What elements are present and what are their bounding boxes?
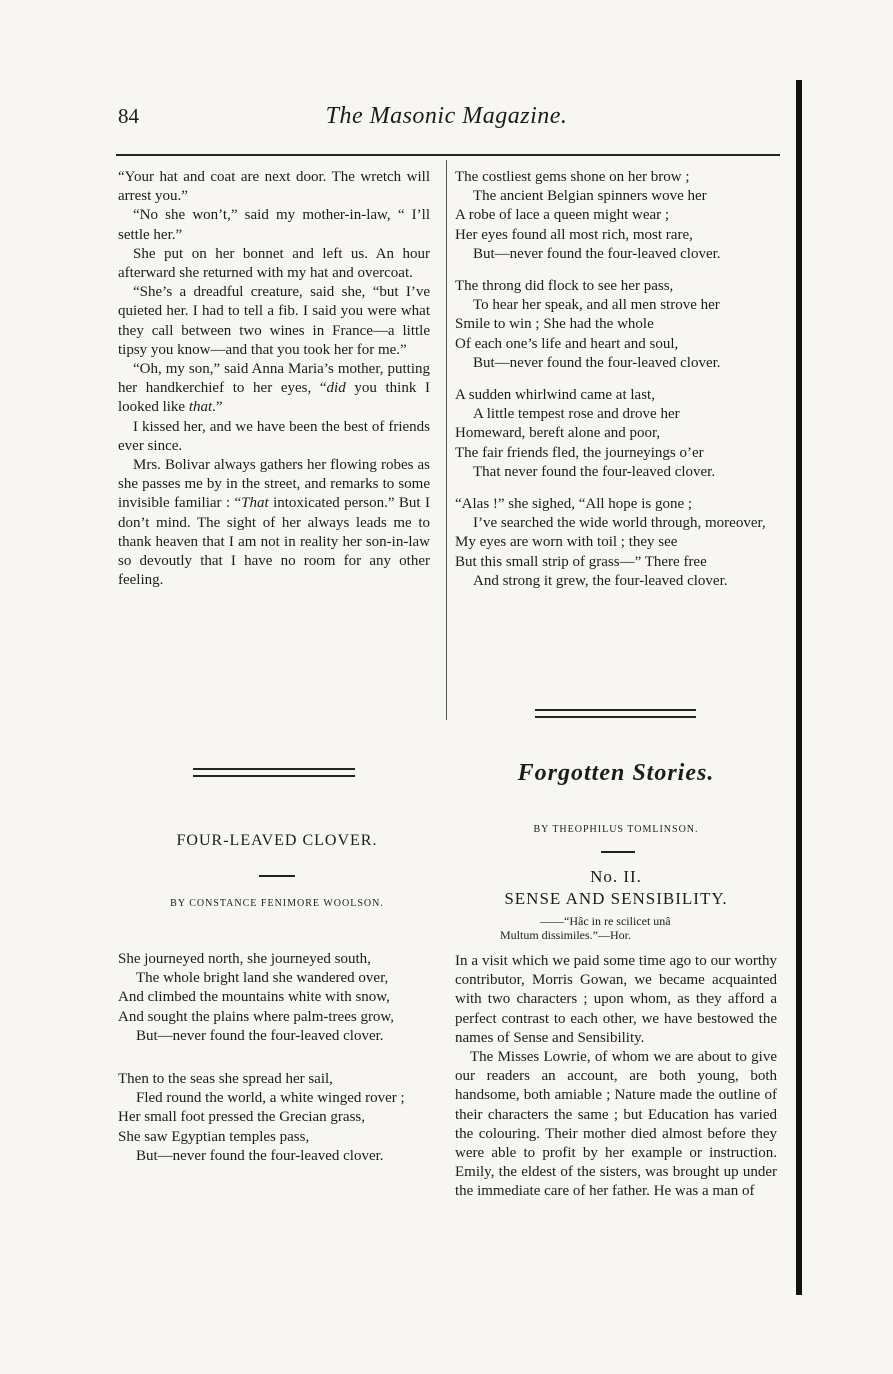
story-sense-and-sensibility xyxy=(455,952,777,1202)
verse-line: Fled round the world, a white winged rover ; xyxy=(136,1090,405,1107)
paragraph: The Misses Lowrie, of whom we are about to give our readers an account, are both young, both handsome, both amiable ; Nature made the outline of their characters the same ; but Education has varied the colouring. Their mother died almost before they were able to profit by her example or instruction. Emily, the eldest of the sisters, was brought up under the immediate care of her father. He was a man of xyxy=(455,1049,777,1200)
paragraph: I kissed her, and we have been the best of friends ever since. xyxy=(118,418,430,454)
title-rule xyxy=(259,875,295,877)
running-title: The Masonic Magazine. xyxy=(325,103,568,129)
poem-stanza xyxy=(455,495,775,591)
verse-line: Of each one’s life and heart and soul, xyxy=(455,335,679,352)
verse-line: A little tempest rose and drove her xyxy=(473,406,680,423)
verse-line: And sought the plains where palm-trees grow, xyxy=(118,1008,395,1025)
paragraph: “Oh, my son,” said Anna Maria’s mother, putting her handkerchief to her eyes, “did you think I looked like that.” xyxy=(118,361,430,416)
epigraph xyxy=(500,914,760,942)
page-number: 84 xyxy=(118,104,139,128)
verse-line: I’ve searched the wide world through, moreover, xyxy=(473,515,766,532)
verse-line: But this small strip of grass—” There free xyxy=(455,553,707,570)
verse-line: Her eyes found all most rich, most rare, xyxy=(455,226,693,243)
verse-line: But—never found the four-leaved clover. xyxy=(136,1147,384,1164)
paragraph: “No she won’t,” said my mother-in-law, “ I’ll settle her.” xyxy=(118,207,430,243)
paragraph: She put on her bonnet and left us. An hour afterward she returned with my hat and overcoat. xyxy=(118,245,430,282)
poem-title: FOUR-LEAVED CLOVER. xyxy=(176,832,378,849)
poem-four-leaved-clover xyxy=(118,950,436,1179)
story-byline: BY THEOPHILUS TOMLINSON. xyxy=(533,824,699,835)
verse-line: She saw Egyptian temples pass, xyxy=(118,1128,310,1145)
verse-line: The costliest gems shone on her brow ; xyxy=(455,169,690,185)
verse-line: That never found the four-leaved clover. xyxy=(473,463,716,480)
verse-line: And strong it grew, the four-leaved clover. xyxy=(473,572,728,589)
verse-line: A sudden whirlwind came at last, xyxy=(455,387,655,404)
title-rule xyxy=(601,851,635,853)
column-divider xyxy=(446,160,447,720)
poem-stanza xyxy=(455,168,775,264)
verse-line: But—never found the four-leaved clover. xyxy=(473,354,721,371)
section-separator xyxy=(535,709,696,718)
epigraph-line: ——“Hâc in re scilicet unâ xyxy=(540,914,671,928)
verse-line: But—never found the four-leaved clover. xyxy=(136,1027,384,1044)
verse-line: Smile to win ; She had the whole xyxy=(455,316,654,333)
paragraph: “Your hat and coat are next door. The wretch will arrest you.” xyxy=(118,169,430,205)
series-title: Forgotten Stories. xyxy=(517,760,715,786)
verse-line: “Alas !” she sighed, “All hope is gone ; xyxy=(455,496,693,513)
verse-line: To hear her speak, and all men strove her xyxy=(473,297,720,314)
paragraph: “She’s a dreadful creature, said she, “but I’ve quieted her. I had to tell a fib. I said you were what they call between two wines in France—a little tipsy you know—and that you took her for me.” xyxy=(118,284,430,358)
verse-line: The throng did flock to see her pass, xyxy=(455,278,674,295)
verse-line: Her small foot pressed the Grecian grass, xyxy=(118,1109,366,1126)
poem-stanza xyxy=(118,950,436,1046)
verse-line: My eyes are worn with toil ; they see xyxy=(455,534,678,551)
verse-line: The ancient Belgian spinners wove her xyxy=(473,188,707,205)
paragraph: In a visit which we paid some time ago to our worthy contributor, Morris Gowan, we became acquainted with two characters ; upon whom, as they afford a perfect contrast to each other, we have bestowed the names of Sense and Sensibility. xyxy=(455,953,777,1046)
poem-stanza xyxy=(455,386,775,482)
verse-line: And climbed the mountains white with snow, xyxy=(118,989,390,1006)
story-ending xyxy=(118,168,430,590)
story-title: SENSE AND SENSIBILITY. xyxy=(504,889,728,908)
verse-line: A robe of lace a queen might wear ; xyxy=(455,207,670,224)
verse-line: The fair friends fled, the journeyings o’er xyxy=(455,444,704,461)
verse-line: The whole bright land she wandered over, xyxy=(136,970,389,987)
verse-line: But—never found the four-leaved clover. xyxy=(473,245,721,262)
poem-byline: BY CONSTANCE FENIMORE WOOLSON. xyxy=(170,898,384,909)
section-separator xyxy=(193,768,355,777)
poem-stanza xyxy=(455,277,775,373)
poem-stanza xyxy=(118,1070,436,1166)
verse-line: Homeward, bereft alone and poor, xyxy=(455,425,661,442)
paragraph: Mrs. Bolivar always gathers her flowing robes as she passes me by in the street, and remarks to some invisible familiar : “That intoxicated person.” But I don’t mind. The sight of her always leads me to thank heaven that I am not in reality her son-in-law so devoutly that I have no room for any other feeling. xyxy=(118,457,430,589)
epigraph-line: Multum dissimiles.”—Hor. xyxy=(500,928,632,942)
verse-line: She journeyed north, she journeyed south, xyxy=(118,951,371,967)
story-number: No. II. xyxy=(590,867,642,886)
header-rule xyxy=(116,154,780,156)
page-edge-bar xyxy=(796,80,802,1295)
verse-line: Then to the seas she spread her sail, xyxy=(118,1071,333,1088)
poem-continued xyxy=(455,168,775,604)
